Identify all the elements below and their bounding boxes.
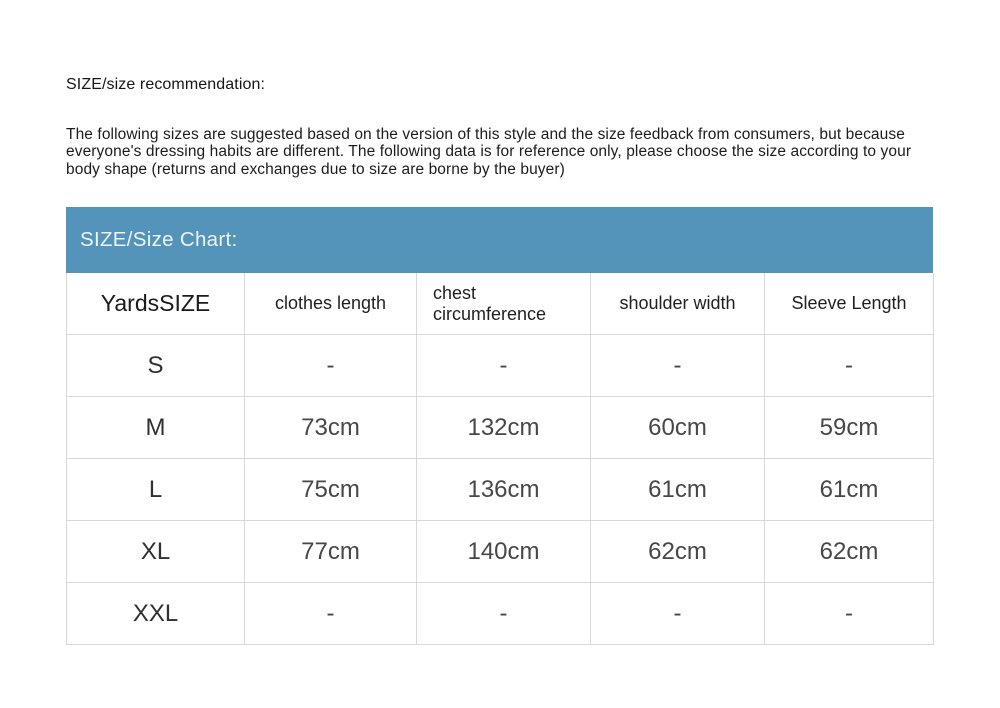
size-cell: XXL (67, 583, 245, 645)
size-recommendation-heading: SIZE/size recommendation: (66, 76, 266, 93)
column-header-sleeve-length: Sleeve Length (765, 273, 934, 335)
size-cell: S (67, 335, 245, 397)
measurement-cell: - (417, 583, 591, 645)
measurement-cell: 75cm (245, 459, 417, 521)
size-row-m (67, 397, 934, 459)
measurement-cell: - (765, 335, 934, 397)
size-row-s (67, 335, 934, 397)
size-chart-title-bar (66, 207, 933, 273)
measurement-cell: 73cm (245, 397, 417, 459)
measurement-cell: 59cm (765, 397, 934, 459)
measurement-cell: - (417, 335, 591, 397)
size-chart-title: SIZE/Size Chart: (80, 228, 238, 252)
column-header-chest-circumference: chest circumference (417, 273, 591, 335)
size-cell: L (67, 459, 245, 521)
size-row-xxl (67, 583, 934, 645)
measurement-cell: 132cm (417, 397, 591, 459)
measurement-cell: 136cm (417, 459, 591, 521)
size-cell: M (67, 397, 245, 459)
column-header-clothes-length: clothes length (245, 273, 417, 335)
size-cell: XL (67, 521, 245, 583)
size-chart (66, 207, 933, 645)
size-row-xl (67, 521, 934, 583)
size-recommendation-section (66, 0, 933, 645)
column-header-size: YardsSIZE (67, 273, 245, 335)
measurement-cell: 61cm (765, 459, 934, 521)
measurement-cell: - (591, 583, 765, 645)
measurement-cell: 62cm (591, 521, 765, 583)
size-disclaimer-text: The following sizes are suggested based on the version of this style and the size feedback from consumers, but because everyone's dressing habits are different. The following data is for reference only, please choose the size according to your body shape (returns and exchanges due to size are borne by the buyer) (66, 126, 912, 178)
measurement-cell: - (245, 583, 417, 645)
measurement-cell: 60cm (591, 397, 765, 459)
measurement-cell: - (591, 335, 765, 397)
size-table-header-row (67, 273, 934, 335)
measurement-cell: 77cm (245, 521, 417, 583)
size-table (66, 273, 934, 645)
measurement-cell: 62cm (765, 521, 934, 583)
measurement-cell: - (765, 583, 934, 645)
column-header-shoulder-width: shoulder width (591, 273, 765, 335)
measurement-cell: 61cm (591, 459, 765, 521)
measurement-cell: 140cm (417, 521, 591, 583)
measurement-cell: - (245, 335, 417, 397)
size-row-l (67, 459, 934, 521)
